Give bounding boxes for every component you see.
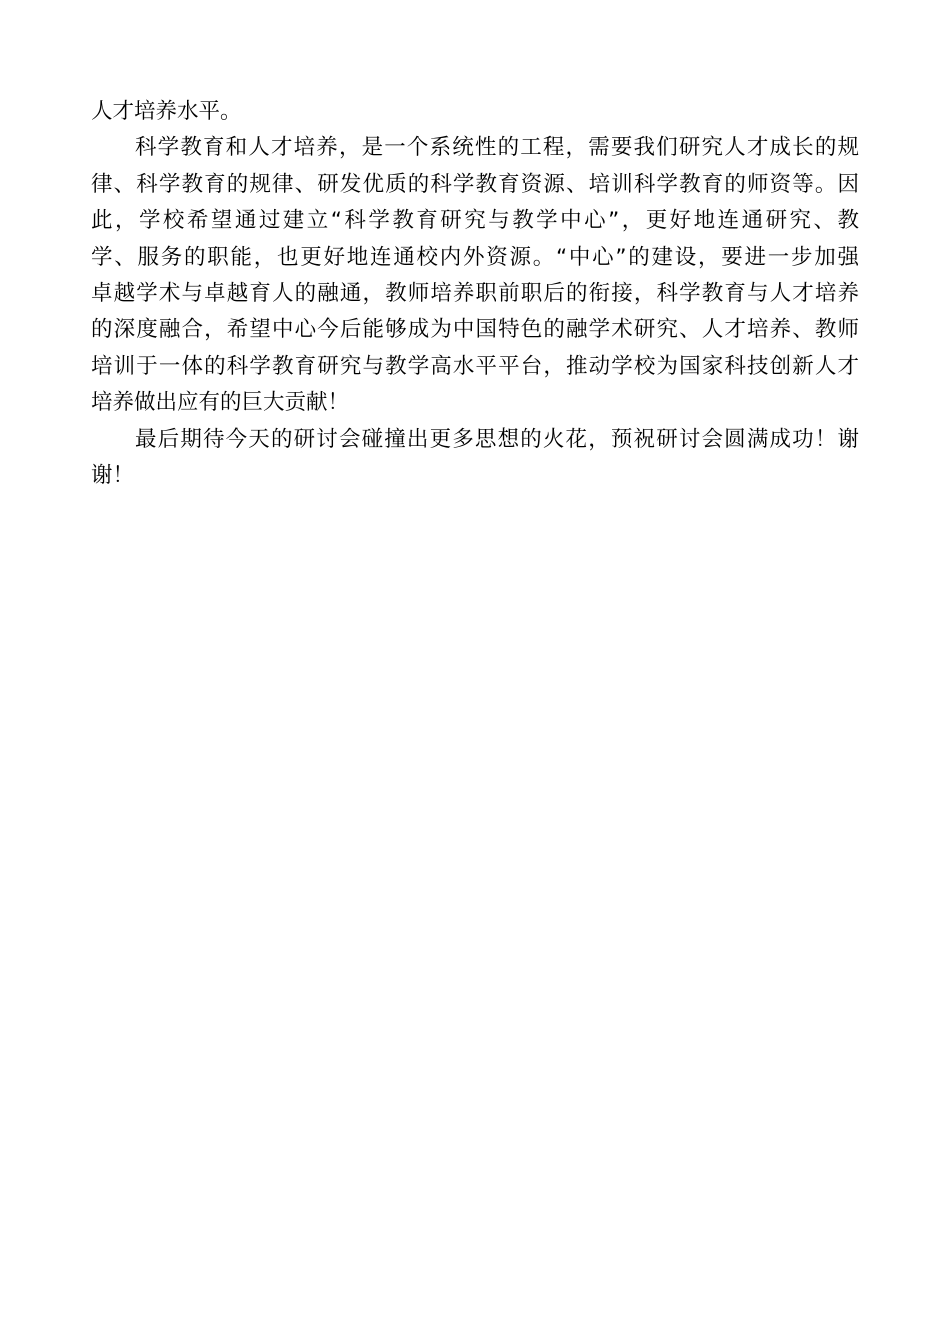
paragraph-2-line-4: 学、服务的职能，也更好地连通校内外资源。“中心”的建设，要进一步加强 [91, 244, 859, 270]
paragraph-2-line-1: 科学教育和人才培养，是一个系统性的工程，需要我们研究人才成长的规 [135, 135, 859, 161]
paragraph-2-line-8: 培养做出应有的巨大贡献！ [91, 390, 350, 416]
paragraph-2-line-3: 此，学校希望通过建立“科学教育研究与教学中心”，更好地连通研究、教 [91, 208, 859, 234]
paragraph-2-line-7: 培训于一体的科学教育研究与教学高水平平台，推动学校为国家科技创新人才 [91, 353, 859, 379]
paragraph-2-line-6: 的深度融合，希望中心今后能够成为中国特色的融学术研究、人才培养、教师 [91, 317, 859, 343]
body-text [91, 94, 859, 494]
paragraph-1-line-1: 人才培养水平。 [91, 99, 242, 124]
paragraph-3-line-2: 谢！ [91, 462, 135, 488]
paragraph-2-line-5: 卓越学术与卓越育人的融通，教师培养职前职后的衔接，科学教育与人才培养 [91, 280, 859, 306]
paragraph-3-line-1: 最后期待今天的研讨会碰撞出更多思想的火花，预祝研讨会圆满成功！谢 [135, 426, 859, 452]
paragraph-2-line-2: 律、科学教育的规律、研发优质的科学教育资源、培训科学教育的师资等。因 [91, 171, 859, 197]
